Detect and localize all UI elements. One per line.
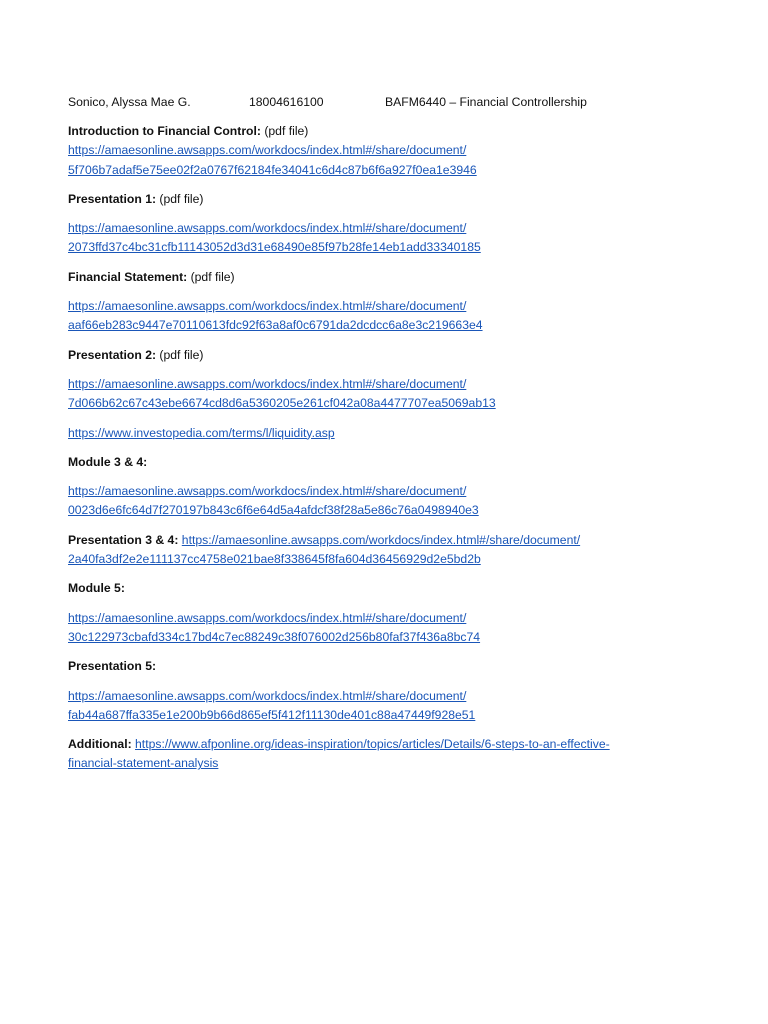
additional-entry <box>68 735 708 774</box>
module34-heading <box>68 453 708 472</box>
document-content <box>68 93 708 774</box>
presentation34-heading <box>68 531 708 550</box>
module34-label: Module 3 & 4: <box>68 454 148 469</box>
module5-link[interactable] <box>68 609 708 648</box>
module5-link-line1[interactable]: https://amaesonline.awsapps.com/workdocs/index.html#/share/document/ <box>68 610 467 625</box>
presentation2-label: Presentation 2: <box>68 347 157 362</box>
presentation2-note: (pdf file) <box>156 347 204 362</box>
financial-statement-label: Financial Statement: <box>68 269 188 284</box>
additional-link-line2[interactable]: financial-statement-analysis <box>68 756 219 771</box>
presentation34-label: Presentation 3 & 4: <box>68 532 179 547</box>
financial-statement-heading <box>68 268 708 287</box>
intro-link[interactable] <box>68 141 708 180</box>
module5-link-line2[interactable]: 30c122973cbafd334c17bd4c7ec88249c38f076002d256b80faf37f436a8bc74 <box>68 629 481 644</box>
financial-statement-link[interactable] <box>68 297 708 336</box>
presentation1-entry <box>68 190 708 258</box>
presentation5-link-line1[interactable]: https://amaesonline.awsapps.com/workdocs/index.html#/share/document/ <box>68 688 467 703</box>
presentation5-link-line2[interactable]: fab44a687ffa335e1e200b9b66d865ef5f412f11130de401c88a47449f928e51 <box>68 707 476 722</box>
presentation2-entry <box>68 346 708 414</box>
presentation34-entry <box>68 531 708 570</box>
presentation1-link-line1[interactable]: https://amaesonline.awsapps.com/workdocs/index.html#/share/document/ <box>68 221 467 236</box>
presentation1-note: (pdf file) <box>156 191 204 206</box>
presentation2-link-line1[interactable]: https://amaesonline.awsapps.com/workdocs/index.html#/share/document/ <box>68 376 467 391</box>
document-header <box>68 93 708 112</box>
investopedia-entry <box>68 424 708 443</box>
additional-link-line1[interactable]: https://www.afponline.org/ideas-inspiration/topics/articles/Details/6-steps-to-an-effective- <box>135 737 610 752</box>
module5-heading <box>68 579 708 598</box>
investopedia-link[interactable]: https://www.investopedia.com/terms/l/liquidity.asp <box>68 425 335 440</box>
intro-entry <box>68 122 708 180</box>
presentation1-link-line2[interactable]: 2073ffd37c4bc31cfb11143052d3d31e68490e85f97b28fe14eb1add33340185 <box>68 240 481 255</box>
student-id: 18004616100 <box>249 95 324 109</box>
student-name: Sonico, Alyssa Mae G. <box>68 95 191 109</box>
presentation34-link-line1[interactable]: https://amaesonline.awsapps.com/workdocs/index.html#/share/document/ <box>181 532 581 547</box>
presentation2-link-line2[interactable]: 7d066b62c67c43ebe6674cd8d6a5360205e261cf042a08a4477707ea5069ab13 <box>68 396 496 411</box>
presentation5-label: Presentation 5: <box>68 659 157 674</box>
additional-label: Additional: <box>68 737 132 752</box>
financial-statement-link-line2[interactable]: aaf66eb283c9447e70110613fdc92f63a8af0c6791da2dcdcc6a8e3c219663e4 <box>68 318 483 333</box>
presentation1-heading <box>68 190 708 209</box>
presentation1-link[interactable] <box>68 219 708 258</box>
presentation34-link-line2[interactable]: 2a40fa3df2e2e111137cc4758e021bae8f338645f8fa604d36456929d2e5bd2b <box>68 552 481 567</box>
module5-entry <box>68 579 708 647</box>
presentation2-heading <box>68 346 708 365</box>
presentation5-link[interactable] <box>68 687 708 726</box>
presentation5-heading <box>68 657 708 676</box>
financial-statement-note: (pdf file) <box>187 269 235 284</box>
financial-statement-link-line1[interactable]: https://amaesonline.awsapps.com/workdocs/index.html#/share/document/ <box>68 299 467 314</box>
financial-statement-entry <box>68 268 708 336</box>
module5-label: Module 5: <box>68 581 125 596</box>
additional-heading <box>68 735 708 754</box>
course-title: BAFM6440 – Financial Controllership <box>385 95 587 109</box>
module34-link-line2[interactable]: 0023d6e6fc64d7f270197b843c6f6e64d5a4afdcf38f28a5e86c76a0498940e3 <box>68 503 479 518</box>
module34-link-line1[interactable]: https://amaesonline.awsapps.com/workdocs/index.html#/share/document/ <box>68 484 467 499</box>
intro-note: (pdf file) <box>260 124 309 138</box>
intro-label: Introduction to Financial Control: <box>68 124 261 138</box>
intro-link-line1[interactable]: https://amaesonline.awsapps.com/workdocs/index.html#/share/document/ <box>68 143 467 158</box>
presentation5-entry <box>68 657 708 725</box>
module34-entry <box>68 453 708 521</box>
presentation1-label: Presentation 1: <box>68 191 157 206</box>
intro-link-line2[interactable]: 5f706b7adaf5e75ee02f2a0767f62184fe34041c6d4c87b6f6a927f0ea1e3946 <box>68 162 477 177</box>
intro-heading <box>68 122 708 141</box>
module34-link[interactable] <box>68 482 708 521</box>
presentation2-link[interactable] <box>68 375 708 414</box>
